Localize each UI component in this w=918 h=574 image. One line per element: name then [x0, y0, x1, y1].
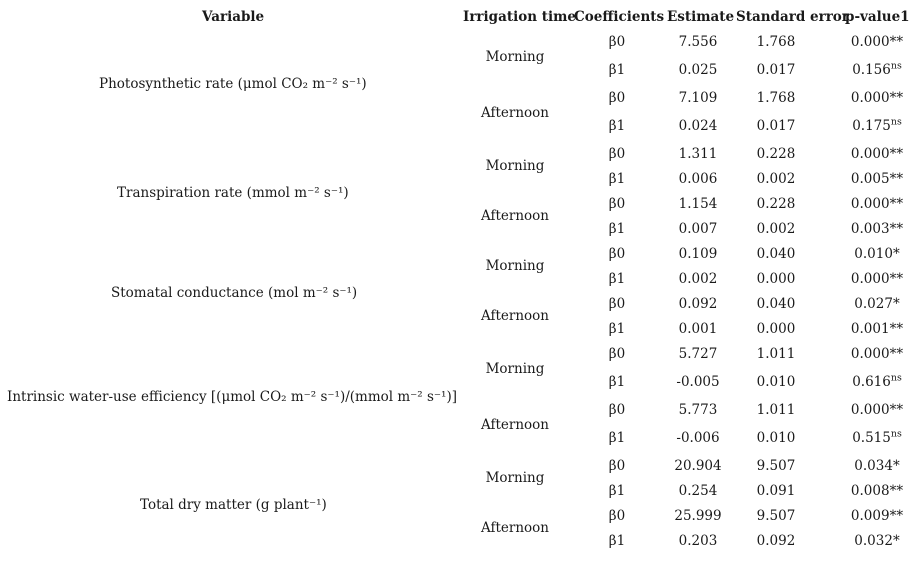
estimate-cell: 1.311	[678, 146, 718, 162]
coefficient-cell: β1	[608, 271, 626, 287]
p-value-cell	[838, 246, 916, 262]
significance-mark: **	[889, 402, 904, 418]
p-value: 0.010	[854, 246, 893, 262]
estimate-cell: 25.999	[674, 508, 722, 524]
header-p-value: p-value1	[845, 9, 910, 25]
p-value: 0.005	[850, 171, 890, 187]
p-value-cell	[838, 346, 916, 362]
standard-error-cell: 0.040	[756, 296, 796, 312]
header-estimate: Estimate	[667, 9, 735, 25]
p-value: 0.000	[850, 271, 890, 287]
estimate-cell: 0.092	[678, 296, 718, 312]
significance-mark: **	[889, 196, 904, 212]
estimate-cell: 0.007	[678, 221, 718, 237]
estimate-cell: 0.254	[678, 483, 718, 499]
coefficient-cell: β0	[608, 34, 626, 50]
significance-mark: **	[889, 508, 904, 524]
irrigation-time-label: Morning	[485, 158, 545, 174]
p-value-cell	[838, 62, 916, 78]
p-value: 0.000	[850, 346, 890, 362]
significance-mark: **	[889, 321, 904, 337]
variable-unit: (mmol m⁻² s⁻¹)	[246, 185, 349, 201]
significance-mark: *	[892, 246, 900, 262]
p-value-cell	[838, 402, 916, 418]
significance-mark: **	[889, 34, 904, 50]
estimate-cell: 7.109	[678, 90, 718, 106]
p-value-cell	[838, 146, 916, 162]
coefficient-cell: β1	[608, 118, 626, 134]
irrigation-time-label: Morning	[485, 361, 545, 377]
irrigation-time-label: Afternoon	[480, 308, 550, 324]
variable-photosynthetic-rate	[99, 76, 367, 92]
header-coefficients: Coefficients	[574, 9, 665, 25]
variable-name: Transpiration rate	[117, 185, 243, 201]
variable-transpiration-rate	[117, 185, 349, 201]
variable-unit: (mol m⁻² s⁻¹)	[268, 285, 358, 301]
p-value: 0.515	[852, 430, 891, 446]
p-value-cell	[838, 118, 916, 134]
variable-stomatal-conductance	[111, 285, 357, 301]
significance-mark: **	[889, 171, 904, 187]
p-value: 0.008	[850, 483, 890, 499]
estimate-cell: -0.005	[676, 374, 720, 390]
standard-error-cell: 0.091	[756, 483, 796, 499]
standard-error-cell: 0.000	[756, 271, 796, 287]
significance-mark: ns	[890, 372, 902, 384]
standard-error-cell: 0.040	[756, 246, 796, 262]
estimate-cell: 0.024	[678, 118, 718, 134]
standard-error-cell: 0.017	[756, 62, 796, 78]
significance-mark: *	[892, 533, 900, 549]
p-value: 0.003	[850, 221, 890, 237]
coefficient-cell: β1	[608, 171, 626, 187]
p-value-cell	[838, 34, 916, 50]
p-value: 0.027	[854, 296, 893, 312]
variable-unit: (μmol CO₂ m⁻² s⁻¹)	[237, 76, 367, 92]
p-value-cell	[838, 321, 916, 337]
p-value: 0.034	[854, 458, 893, 474]
standard-error-cell: 0.010	[756, 430, 796, 446]
p-value-cell	[838, 458, 916, 474]
standard-error-cell: 0.000	[756, 321, 796, 337]
coefficient-cell: β0	[608, 146, 626, 162]
standard-error-cell: 0.092	[756, 533, 796, 549]
irrigation-time-label: Morning	[485, 49, 545, 65]
estimate-cell: 0.002	[678, 271, 718, 287]
standard-error-cell: 1.011	[756, 346, 796, 362]
p-value-cell	[838, 508, 916, 524]
coefficient-cell: β0	[608, 458, 626, 474]
coefficient-cell: β1	[608, 430, 626, 446]
p-value: 0.000	[850, 146, 890, 162]
estimate-cell: 20.904	[674, 458, 722, 474]
p-value-cell	[838, 221, 916, 237]
irrigation-time-label: Morning	[485, 258, 545, 274]
header-irrigation-time: Irrigation time	[463, 9, 576, 25]
variable-name: Total dry matter	[140, 497, 252, 513]
variable-unit: [(μmol CO₂ m⁻² s⁻¹)/(mmol m⁻² s⁻¹)]	[210, 389, 457, 405]
estimate-cell: 0.109	[678, 246, 718, 262]
p-value-cell	[838, 90, 916, 106]
significance-mark: **	[889, 346, 904, 362]
coefficient-cell: β1	[608, 374, 626, 390]
significance-mark: **	[889, 271, 904, 287]
significance-mark: *	[892, 458, 900, 474]
coefficient-cell: β0	[608, 346, 626, 362]
p-value: 0.175	[852, 118, 891, 134]
standard-error-cell: 0.228	[756, 146, 796, 162]
significance-mark: **	[889, 483, 904, 499]
estimate-cell: -0.006	[676, 430, 720, 446]
variable-name: Stomatal conductance	[111, 285, 264, 301]
significance-mark: *	[892, 296, 900, 312]
p-value-cell	[838, 196, 916, 212]
header-standard-error: Standard error	[736, 9, 849, 25]
p-value-cell	[838, 483, 916, 499]
coefficient-cell: β0	[608, 296, 626, 312]
p-value: 0.000	[850, 402, 890, 418]
p-value: 0.000	[850, 90, 890, 106]
p-value-cell	[838, 296, 916, 312]
coefficient-cell: β1	[608, 483, 626, 499]
p-value: 0.001	[850, 321, 890, 337]
header-variable: Variable	[202, 9, 265, 25]
significance-mark: ns	[890, 60, 902, 72]
p-value-cell	[838, 171, 916, 187]
coefficient-cell: β1	[608, 533, 626, 549]
standard-error-cell: 1.768	[756, 90, 796, 106]
irrigation-time-label: Afternoon	[480, 520, 550, 536]
estimate-cell: 1.154	[678, 196, 718, 212]
estimate-cell: 7.556	[678, 34, 718, 50]
variable-total-dry-matter	[140, 497, 327, 513]
standard-error-cell: 9.507	[756, 508, 796, 524]
coefficient-cell: β1	[608, 62, 626, 78]
coefficient-cell: β0	[608, 90, 626, 106]
p-value: 0.616	[852, 374, 891, 390]
variable-intrinsic-wue	[7, 389, 457, 405]
coefficient-cell: β1	[608, 221, 626, 237]
variable-unit: (g plant⁻¹)	[255, 497, 327, 513]
estimate-cell: 0.025	[678, 62, 718, 78]
significance-mark: **	[889, 221, 904, 237]
variable-name: Intrinsic water-use efficiency	[7, 389, 207, 405]
standard-error-cell: 9.507	[756, 458, 796, 474]
p-value-cell	[838, 430, 916, 446]
p-value: 0.000	[850, 196, 890, 212]
estimate-cell: 0.203	[678, 533, 718, 549]
significance-mark: ns	[890, 428, 902, 440]
p-value-cell	[838, 374, 916, 390]
p-value: 0.156	[852, 62, 891, 78]
estimate-cell: 0.006	[678, 171, 718, 187]
significance-mark: **	[889, 90, 904, 106]
significance-mark: ns	[890, 116, 902, 128]
p-value: 0.000	[850, 34, 890, 50]
coefficient-cell: β1	[608, 321, 626, 337]
coefficient-cell: β0	[608, 508, 626, 524]
coefficient-cell: β0	[608, 402, 626, 418]
variable-name: Photosynthetic rate	[99, 76, 234, 92]
coefficient-cell: β0	[608, 246, 626, 262]
standard-error-cell: 1.011	[756, 402, 796, 418]
p-value-cell	[838, 271, 916, 287]
standard-error-cell: 0.002	[756, 171, 796, 187]
standard-error-cell: 0.228	[756, 196, 796, 212]
p-value: 0.032	[854, 533, 893, 549]
irrigation-time-label: Afternoon	[480, 417, 550, 433]
p-value: 0.009	[850, 508, 890, 524]
estimate-cell: 5.773	[678, 402, 718, 418]
standard-error-cell: 1.768	[756, 34, 796, 50]
significance-mark: **	[889, 146, 904, 162]
irrigation-time-label: Afternoon	[480, 208, 550, 224]
irrigation-time-label: Morning	[485, 470, 545, 486]
coefficient-cell: β0	[608, 196, 626, 212]
standard-error-cell: 0.017	[756, 118, 796, 134]
estimate-cell: 5.727	[678, 346, 718, 362]
estimate-cell: 0.001	[678, 321, 718, 337]
irrigation-time-label: Afternoon	[480, 105, 550, 121]
standard-error-cell: 0.010	[756, 374, 796, 390]
p-value-cell	[838, 533, 916, 549]
standard-error-cell: 0.002	[756, 221, 796, 237]
